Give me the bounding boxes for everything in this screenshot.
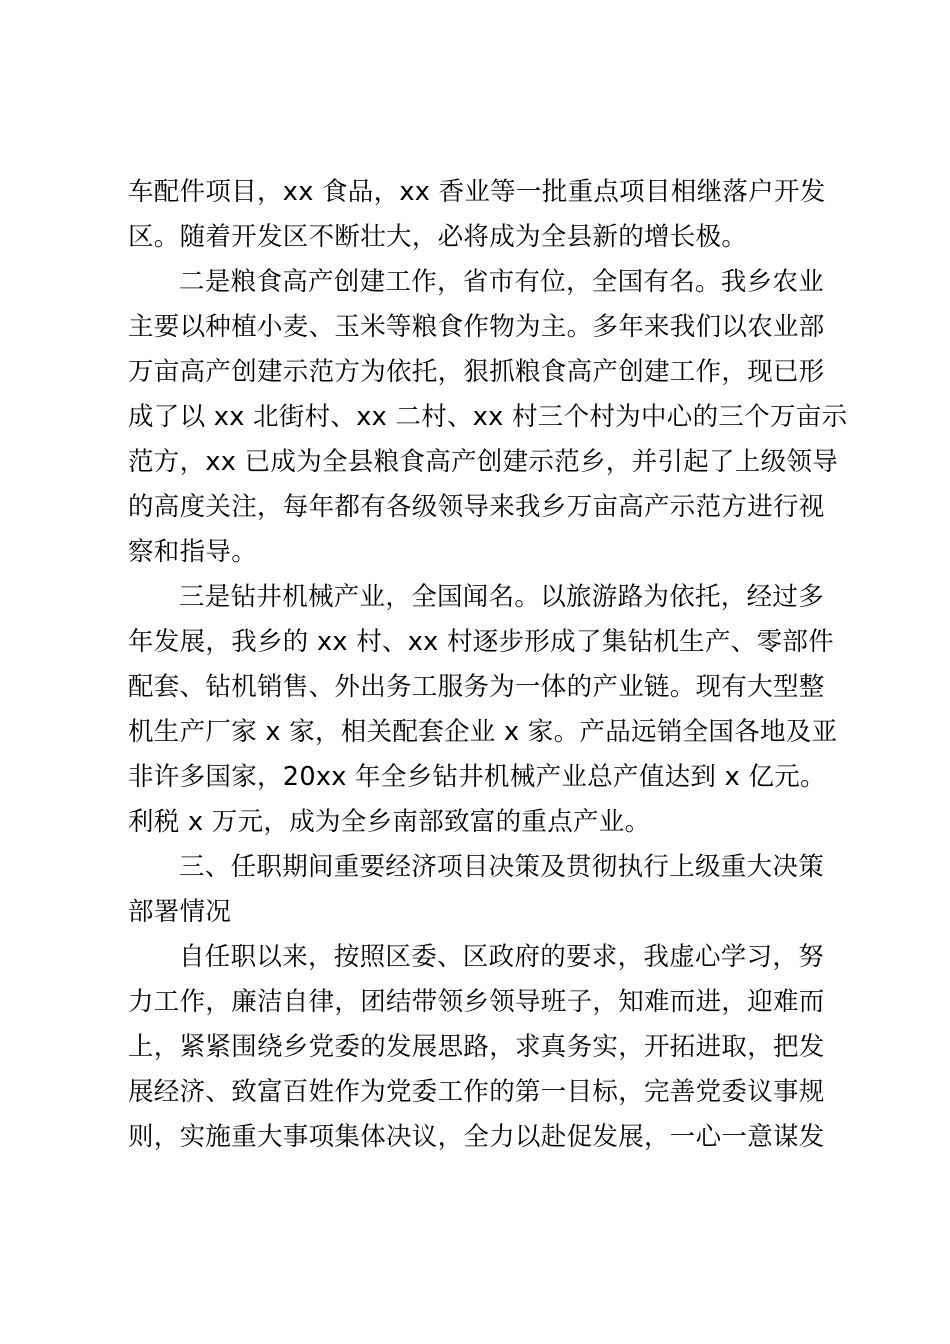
paragraph-start-line: 二是粮食高产创建工作，省市有位，全国有名。我乡农业 (179, 267, 825, 297)
text-line: 力工作，廉洁自律，团结带领乡领导班子，知难而进，迎难而 (128, 987, 825, 1017)
section-heading-line: 部署情况 (128, 897, 232, 927)
text-line: 则，实施重大事项集体决议，全力以赴促发展，一心一意谋发 (128, 1122, 825, 1152)
text-line: 展经济、致富百姓作为党委工作的第一目标，完善党委议事规 (128, 1077, 825, 1107)
text-line: 的高度关注，每年都有各级领导来我乡万亩高产示范方进行视 (128, 492, 825, 522)
text-line: 察和指导。 (128, 537, 258, 567)
text-line: 利税 x 万元，成为全乡南部致富的重点产业。 (128, 807, 651, 837)
text-line: 配套、钻机销售、外出务工服务为一体的产业链。现有大型整 (128, 672, 825, 702)
paragraph-start-line: 三是钻井机械产业，全国闻名。以旅游路为依托，经过多 (179, 582, 825, 612)
paragraph-start-line: 自任职以来，按照区委、区政府的要求，我虚心学习，努 (179, 942, 825, 972)
text-line: 区。随着开发区不断壮大，必将成为全县新的增长极。 (128, 222, 748, 252)
text-line: 主要以种植小麦、玉米等粮食作物为主。多年来我们以农业部 (128, 312, 825, 342)
body-text (128, 170, 848, 1160)
text-line: 成了以 xx 北街村、xx 二村、xx 村三个村为中心的三个万亩示 (128, 402, 848, 432)
text-line: 非许多国家，20xx 年全乡钻井机械产业总产值达到 x 亿元。 (128, 762, 826, 792)
text-line: 万亩高产创建示范方为依托，狠抓粮食高产创建工作，现已形 (128, 357, 825, 387)
text-line: 车配件项目，xx 食品，xx 香业等一批重点项目相继落户开发 (128, 177, 826, 207)
text-line: 机生产厂家 x 家，相关配套企业 x 家。产品远销全国各地及亚 (128, 717, 838, 747)
section-heading-line: 三、任职期间重要经济项目决策及贯彻执行上级重大决策 (179, 852, 825, 882)
text-line: 上，紧紧围绕乡党委的发展思路，求真务实，开拓进取，把发 (128, 1032, 825, 1062)
text-line: 范方，xx 已成为全县粮食高产创建示范乡，并引起了上级领导 (128, 447, 838, 477)
text-line: 年发展，我乡的 xx 村、xx 村逐步形成了集钻机生产、零部件 (128, 627, 834, 657)
